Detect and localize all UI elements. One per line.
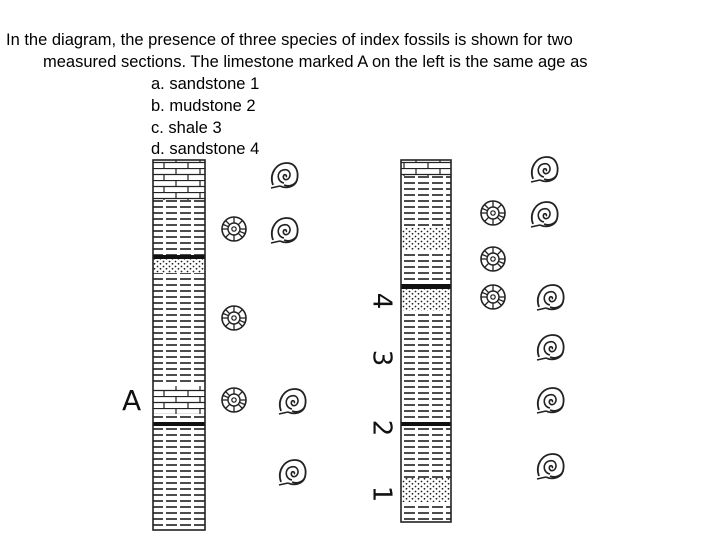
right-shale-3 [401, 311, 451, 422]
left-shale-upper [153, 200, 205, 255]
left-sandstone-upper [153, 259, 205, 273]
right-sandstone-4 [401, 289, 451, 311]
ammonite-fossil-icon [481, 201, 505, 225]
ammonite-fossil-icon [481, 247, 505, 271]
right-shale-top [401, 176, 451, 228]
spiral-fossil-icon [537, 285, 564, 310]
spiral-fossil-icon [537, 454, 564, 479]
spiral-fossil-icon [531, 157, 558, 182]
question-line-2: measured sections. The limestone marked A on the left is the same age as [43, 53, 588, 71]
marker-4: 4 [366, 292, 397, 310]
spiral-fossil-icon [531, 202, 558, 227]
left-section-column [153, 160, 205, 530]
option-a: a. sandstone 1 [151, 75, 260, 93]
left-fossils [222, 163, 306, 485]
question-line-1: In the diagram, the presence of three species of index fossils is shown for two [6, 31, 573, 49]
spiral-fossil-icon [271, 163, 298, 188]
marker-2: 2 [366, 419, 397, 437]
marker-3: 3 [366, 349, 397, 367]
left-coal-seam-1 [153, 255, 205, 259]
marker-a: A [122, 384, 142, 417]
right-shale-lower [401, 426, 451, 478]
left-limestone-top [153, 160, 205, 200]
right-shale-upper [401, 250, 451, 284]
right-shale-base [401, 502, 451, 522]
spiral-fossil-icon [537, 388, 564, 413]
spiral-fossil-icon [271, 218, 298, 243]
right-section-column [401, 160, 451, 522]
ammonite-fossil-icon [222, 217, 246, 241]
option-d: d. sandstone 4 [151, 140, 260, 158]
right-limestone-top [401, 160, 451, 176]
spiral-fossil-icon [537, 335, 564, 360]
left-limestone-a [153, 386, 205, 414]
left-coal-seam-2 [153, 422, 205, 426]
right-sandstone-1 [401, 478, 451, 502]
spiral-fossil-icon [279, 460, 306, 485]
option-b: b. mudstone 2 [151, 97, 256, 115]
option-c: c. shale 3 [151, 119, 222, 137]
left-shale-middle [153, 273, 205, 386]
right-coal-seam [401, 284, 451, 289]
right-fossils [481, 157, 564, 479]
right-sandstone-upper [401, 228, 451, 250]
ammonite-fossil-icon [222, 388, 246, 412]
left-shale-lower [153, 426, 205, 530]
marker-1: 1 [366, 485, 397, 503]
left-shale-thin [153, 414, 205, 422]
ammonite-fossil-icon [222, 306, 246, 330]
right-mudstone-2 [401, 422, 451, 426]
ammonite-fossil-icon [481, 285, 505, 309]
spiral-fossil-icon [279, 389, 306, 414]
